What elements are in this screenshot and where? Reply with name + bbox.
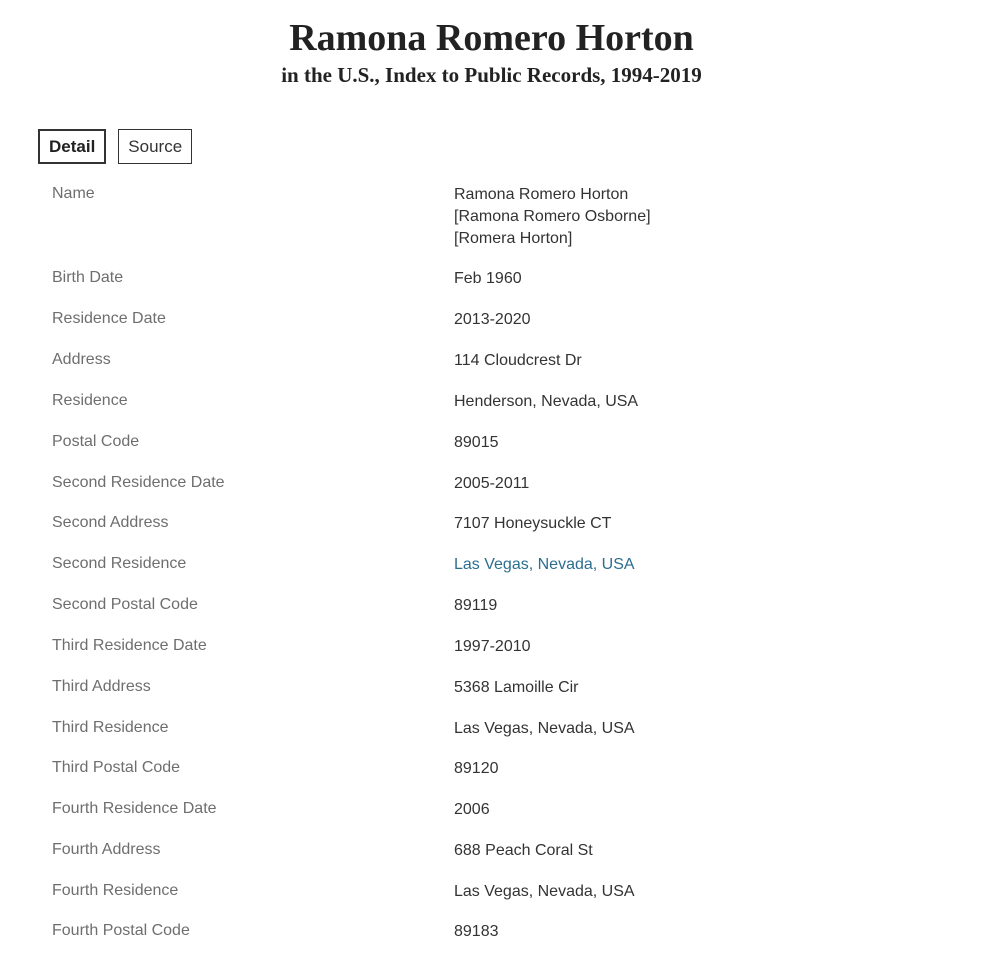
record-row-birth-date	[52, 267, 952, 308]
record-value	[454, 553, 952, 576]
record-label: Third Postal Code	[52, 759, 181, 776]
primary-name: Ramona Romero Horton	[454, 186, 629, 203]
record-row-fourth-postal-code	[52, 920, 952, 960]
record-label: Third Address	[52, 678, 151, 695]
record-label: Name	[52, 185, 95, 202]
record-row-postal-code	[52, 431, 952, 472]
record-row-residence	[52, 390, 952, 431]
record-row-address	[52, 349, 952, 390]
record-value: 89015	[454, 434, 499, 451]
page-header	[0, 14, 983, 88]
record-row-second-residence	[52, 553, 952, 594]
second-residence-link[interactable]: Las Vegas, Nevada, USA	[454, 556, 635, 573]
record-row-fourth-residence	[52, 880, 952, 920]
record-label: Second Postal Code	[52, 596, 198, 613]
record-row-residence-date	[52, 308, 952, 349]
record-value: Las Vegas, Nevada, USA	[454, 883, 635, 900]
record-label: Fourth Postal Code	[52, 922, 190, 939]
record-label: Fourth Residence	[52, 882, 179, 899]
record-row-name	[52, 183, 952, 267]
record-label: Second Address	[52, 514, 169, 531]
record-label: Fourth Residence Date	[52, 800, 217, 817]
record-value: 89120	[454, 760, 499, 777]
record-value: 2013-2020	[454, 311, 531, 328]
record-value: Henderson, Nevada, USA	[454, 393, 639, 410]
record-label: Third Residence	[52, 719, 169, 736]
record-label: Second Residence	[52, 555, 187, 572]
tab-detail[interactable]: Detail	[38, 129, 106, 164]
record-row-fourth-address	[52, 839, 952, 880]
alternate-name: [Ramona Romero Osborne]	[454, 208, 651, 225]
record-label: Second Residence Date	[52, 474, 225, 491]
record-value: 89119	[454, 597, 498, 614]
record-row-fourth-residence-date	[52, 798, 952, 839]
alternate-name: [Romera Horton]	[454, 230, 573, 247]
record-label: Third Residence Date	[52, 637, 207, 654]
record-value: 89183	[454, 923, 499, 940]
record-value: 2006	[454, 801, 490, 818]
record-tabs	[38, 129, 192, 164]
record-row-third-residence	[52, 717, 952, 757]
record-value: 1997-2010	[454, 638, 531, 655]
record-label: Postal Code	[52, 433, 140, 450]
record-value	[454, 183, 952, 250]
record-value: 7107 Honeysuckle CT	[454, 515, 612, 532]
record-label: Fourth Address	[52, 841, 161, 858]
record-label: Residence	[52, 392, 128, 409]
tab-source[interactable]: Source	[118, 129, 192, 164]
record-label: Birth Date	[52, 269, 124, 286]
record-row-second-postal-code	[52, 594, 952, 635]
record-label: Residence Date	[52, 310, 166, 327]
record-label: Address	[52, 351, 111, 368]
record-row-third-residence-date	[52, 635, 952, 676]
record-value: Las Vegas, Nevada, USA	[454, 720, 635, 737]
record-value: 114 Cloudcrest Dr	[454, 352, 582, 369]
record-row-third-postal-code	[52, 757, 952, 798]
collection-subtitle: in the U.S., Index to Public Records, 1994-2019	[281, 63, 702, 87]
page-title: Ramona Romero Horton	[289, 17, 694, 59]
record-row-second-address	[52, 512, 952, 553]
record-value: Feb 1960	[454, 270, 522, 287]
record-value: 688 Peach Coral St	[454, 842, 593, 859]
record-row-second-residence-date	[52, 472, 952, 512]
record-value: 2005-2011	[454, 475, 530, 492]
record-details	[52, 183, 952, 960]
record-value: 5368 Lamoille Cir	[454, 679, 579, 696]
record-row-third-address	[52, 676, 952, 717]
